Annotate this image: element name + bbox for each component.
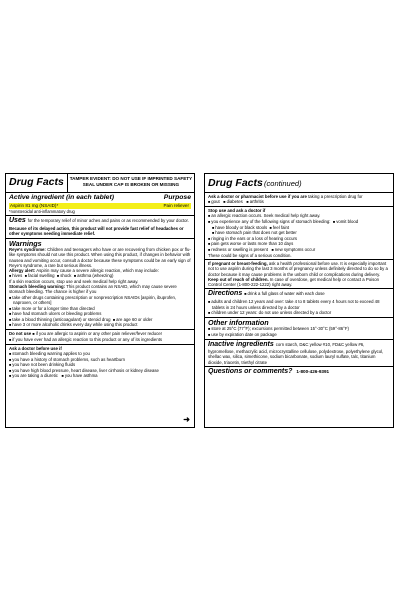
active-ingredient-section bbox=[6, 193, 194, 216]
list-item: ■adults and children 12 years and over: take 4 to 8 tablets every 4 hours not to exceed 48 tablets in 24 hours unless directed by a doctor bbox=[208, 298, 380, 310]
list-item: ■you have not been drinking fluids bbox=[9, 362, 76, 368]
inactive-ingredients-section bbox=[205, 340, 393, 367]
active-ingredient-value: Aspirin 81 mg (NSAID)* bbox=[10, 202, 59, 208]
stop-use-heading: Stop use and ask a doctor if bbox=[208, 208, 266, 214]
uses-text: for the temporary relief of minor aches and pains or as recommended by your doctor. bbox=[27, 218, 189, 224]
uses-heading: Uses bbox=[9, 217, 26, 225]
allergy-after-text: If a skin reaction occurs, stop use and seek medical help right away. bbox=[9, 278, 139, 284]
list-item: ■have had stomach ulcers or bleeding problems bbox=[9, 311, 102, 317]
list-item: ■you are taking a diuretic ■you have asthma bbox=[9, 373, 98, 379]
list-item: Do not use ■if you are allergic to aspirin or any other pain reliever/fever reducer bbox=[9, 331, 163, 337]
list-item: gout bbox=[211, 199, 220, 205]
list-item: ■have stomach pain that does not get better bbox=[212, 230, 297, 236]
allergy-text: Aspirin may cause a severe allergic reaction, which may include: bbox=[36, 268, 160, 274]
purpose-value: Pain reliever bbox=[163, 202, 189, 208]
bleeding-text: This product contains an NSAID, which may cause severe stomach bleeding. The chance is higher if you bbox=[9, 284, 177, 295]
allergy-item: shock bbox=[60, 273, 72, 279]
reyes-text: Children and teenagers who have or are recovering from chicken pox or flu-like symptoms should not use this product. When using this product, if changes in behavior with nausea and vomiting occur, consult a doctor because these symptoms could be an early sign of Reye's syndrome, a rare but serious illness. bbox=[9, 247, 191, 268]
questions-heading: Questions or comments? bbox=[208, 368, 293, 376]
warnings-section bbox=[6, 239, 194, 331]
inactive-text: corn starch, D&C yellow #10, FD&C yellow #6, hypromellose, methacrylic acid, microcrystalline cellulose, polydextrose, polyethylene glycol, shellac wax, silica, simethicone, sodium bicarbonate, sodium lauryl sulfate, talc, titanium dioxide, triacetin, triethyl citrate bbox=[208, 341, 384, 365]
allergy-heading: Allergy alert: bbox=[9, 268, 36, 274]
nsaid-footnote: *nonsteroidal anti-inflammatory drug bbox=[9, 209, 75, 215]
pregnancy-heading: If pregnant or breast-feeding, bbox=[208, 261, 268, 267]
list-item: ■stomach bleeding warning applies to you bbox=[9, 350, 90, 356]
pregnancy-section bbox=[205, 260, 393, 289]
do-not-use-heading: Do not use bbox=[9, 331, 32, 337]
list-item: drink a full glass of water with each dose bbox=[247, 291, 325, 297]
ask-doctor-heading: Ask a doctor before use if bbox=[9, 345, 62, 351]
list-item: ■take a blood thinning (anticoagulant) or steroid drug ■are age 60 or older bbox=[9, 316, 153, 322]
directions-section: Directions ■drink a full glass of water with each dose ■adults and children 12 years and over: take 4 to 8 tablets every 4 hours not to exceed 48 tablets in 24 hours unless directed by a doctor ■children under 12 years: do not use unless directed by a doctor bbox=[205, 289, 393, 317]
questions-section bbox=[205, 367, 393, 378]
stop-use-after-text: These could be signs of a serious condition. bbox=[208, 252, 292, 258]
directions-heading: Directions bbox=[208, 290, 243, 298]
list-item: arthritis bbox=[249, 199, 264, 205]
drug-facts-panel-right bbox=[204, 173, 394, 428]
reyes-heading: Reye's syndrome: bbox=[9, 247, 46, 253]
list-item: ■if you have ever had an allergic reaction to this product or any of its ingredients bbox=[9, 336, 163, 342]
other-info-heading: Other information bbox=[208, 317, 269, 327]
continued-label: (continued) bbox=[264, 179, 302, 188]
list-item: ■ringing in the ears or a loss of hearing occurs bbox=[208, 235, 298, 241]
stop-use-section bbox=[205, 207, 393, 260]
list-item: ■you experience any of the following signs of stomach bleeding: ■vomit blood bbox=[208, 218, 359, 224]
allergy-list: ■hives ■facial swelling ■shock ■asthma (wheezing) bbox=[9, 273, 114, 279]
keep-out-text: In case of overdose, get medical help or contact a Poison Control Center (1-800-222-1222) right away. bbox=[208, 276, 380, 288]
list-item: ■store at 25°C (77°F); excursions permitted between 15°-30°C (59°-86°F) bbox=[208, 326, 349, 332]
active-ingredient-heading: Active ingredient (in each tablet) bbox=[9, 194, 114, 201]
bleeding-heading: Stomach bleeding warning: bbox=[9, 284, 66, 290]
drug-facts-title-continued: Drug Facts bbox=[208, 177, 263, 189]
list-item: ■have bloody or black stools ■feel faint bbox=[212, 224, 290, 230]
list-item: ■pain gets worse or lasts more than 10 days bbox=[208, 241, 294, 247]
allergy-item: asthma (wheezing) bbox=[77, 273, 114, 279]
warnings-heading: Warnings bbox=[9, 238, 42, 248]
list-item: ■you have high blood pressure, heart disease, liver cirrhosis or kidney disease bbox=[9, 367, 159, 373]
other-info-section bbox=[205, 318, 393, 340]
drug-facts-title: Drug Facts bbox=[9, 176, 64, 188]
purpose-heading: Purpose bbox=[163, 194, 191, 201]
inactive-heading: Inactive ingredients bbox=[208, 340, 274, 348]
uses-section bbox=[6, 216, 194, 238]
ask-doctor-section bbox=[6, 345, 194, 381]
ask-pharmacist-list: ■gout ■diabetes ■arthritis bbox=[208, 199, 264, 205]
list-item: ■use by expiration date on package bbox=[208, 331, 277, 337]
list-item: ■you have a history of stomach problems, such as heartburn bbox=[9, 356, 126, 362]
continue-arrow-icon: ➜ bbox=[183, 415, 190, 425]
list-item: ■children under 12 years: do not use unless directed by a doctor bbox=[208, 309, 332, 315]
ask-pharmacist-heading: Ask a doctor or pharmacist before use if you are bbox=[208, 194, 307, 199]
allergy-item: hives bbox=[12, 273, 23, 279]
keep-out-heading: Keep out of reach of children. bbox=[208, 276, 269, 282]
uses-bold-text: Because of its delayed action, this product will not provide fast relief of headaches or other symptoms needing immediate relief. bbox=[9, 225, 184, 237]
list-item: ■redness or swelling is present ■new symptoms occur bbox=[208, 247, 316, 253]
left-header bbox=[6, 174, 194, 193]
list-item: ■have 3 or more alcoholic drinks every day while using this product bbox=[9, 322, 138, 328]
drug-facts-panel-left bbox=[5, 173, 195, 428]
list-item: ■an allergic reaction occurs. Seek medical help right away. bbox=[208, 213, 321, 219]
list-item: ■take more or for a longer time than directed bbox=[9, 305, 95, 311]
list-item: ■take other drugs containing prescription or nonprescription NSAIDs [aspirin, ibuprofen, naproxen, or others] bbox=[9, 294, 177, 306]
do-not-use-section bbox=[6, 330, 194, 344]
pregnancy-text: ask a health professional before use. It is especially important not to use aspirin during the last 3 months of pregnancy unless definitely directed to do so by a doctor because it may cause problems in the unborn child or complications during delivery. bbox=[208, 261, 388, 277]
phone-number: 1-800-426-9391 bbox=[296, 369, 330, 375]
ask-pharmacist-section bbox=[205, 193, 393, 207]
tamper-evident-notice: TAMPER EVIDENT: DO NOT USE IF IMPRINTED SAFETY SEAL UNDER CAP IS BROKEN OR MISSING bbox=[67, 174, 194, 192]
list-item: diabetes bbox=[226, 199, 243, 205]
right-header bbox=[205, 174, 393, 193]
ask-pharmacist-text: taking a prescription drug for bbox=[308, 194, 363, 199]
allergy-item: facial swelling bbox=[28, 273, 55, 279]
